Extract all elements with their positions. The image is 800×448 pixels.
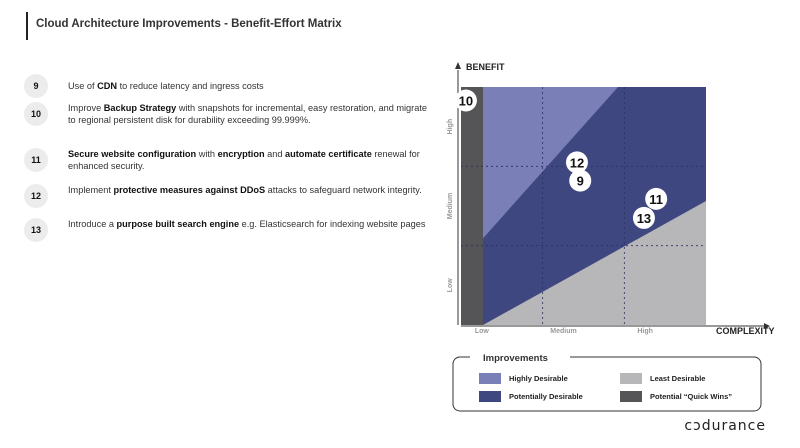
legend-label: Potentially Desirable — [509, 392, 583, 401]
data-point-label: 12 — [569, 155, 585, 171]
brand-logo: cɔdurance — [684, 418, 766, 434]
x-tick-label: Medium — [550, 328, 577, 335]
page-title: Cloud Architecture Improvements - Benefit-Effort Matrix — [36, 18, 342, 30]
item-text-bold: purpose built search engine — [116, 219, 240, 229]
item-text-part: Introduce a — [68, 219, 117, 229]
data-point-label: 11 — [649, 191, 664, 207]
legend-label: Potential “Quick Wins” — [650, 392, 733, 401]
data-point-label: 13 — [636, 210, 652, 226]
region-quick-wins — [458, 87, 483, 325]
item-number-badge: 9 — [24, 74, 48, 98]
data-point-label: 9 — [576, 173, 584, 189]
item-text-part: and — [264, 149, 285, 159]
y-tick-label: Medium — [447, 192, 454, 220]
item-text-bold: protective measures against DDoS — [113, 185, 266, 195]
legend-label: Highly Desirable — [509, 374, 568, 383]
legend-swatch — [620, 373, 642, 384]
data-point-label: 10 — [458, 93, 474, 109]
item-text-bold: Secure website configuration — [68, 149, 197, 159]
x-axis-label: COMPLEXITY — [716, 326, 775, 336]
item-text-part: e.g. Elasticsearch for indexing website pages — [239, 219, 426, 229]
legend-title: Improvements — [483, 353, 548, 364]
item-number-badge: 11 — [24, 148, 48, 172]
item-text-bold: automate certificate — [285, 149, 372, 159]
y-tick-label: Low — [447, 278, 454, 293]
x-tick-label: High — [637, 328, 653, 335]
item-number-badge: 12 — [24, 184, 48, 208]
x-tick-label: Low — [474, 328, 489, 335]
item-text-part: Improve — [68, 103, 104, 113]
legend-label: Least Desirable — [650, 374, 706, 383]
y-axis-arrow — [455, 62, 461, 69]
legend-swatch — [479, 373, 501, 384]
item-text-bold: Backup Strategy — [103, 103, 177, 113]
item-number-badge: 13 — [24, 218, 48, 242]
item-text-part: with — [196, 149, 218, 159]
y-axis-label: BENEFIT — [466, 62, 505, 72]
item-text-bold: CDN — [97, 81, 118, 91]
item-text-part: to reduce latency and ingress costs — [117, 81, 264, 91]
legend-swatch — [620, 391, 642, 402]
item-text-part: attacks to safeguard network integrity. — [265, 185, 422, 195]
item-text-part: Use of — [68, 81, 98, 91]
item-text-part: renewal for enhanced security. — [68, 149, 420, 171]
item-text-part: Implement — [68, 185, 114, 195]
legend-swatch — [479, 391, 501, 402]
item-text-part: with snapshots for incremental, easy restoration, and migrate to regional persistent disk for durability exceeding 99.999%. — [68, 103, 428, 125]
item-text-bold: encryption — [217, 149, 265, 159]
y-tick-label: High — [447, 118, 454, 135]
item-number-badge: 10 — [24, 102, 48, 126]
